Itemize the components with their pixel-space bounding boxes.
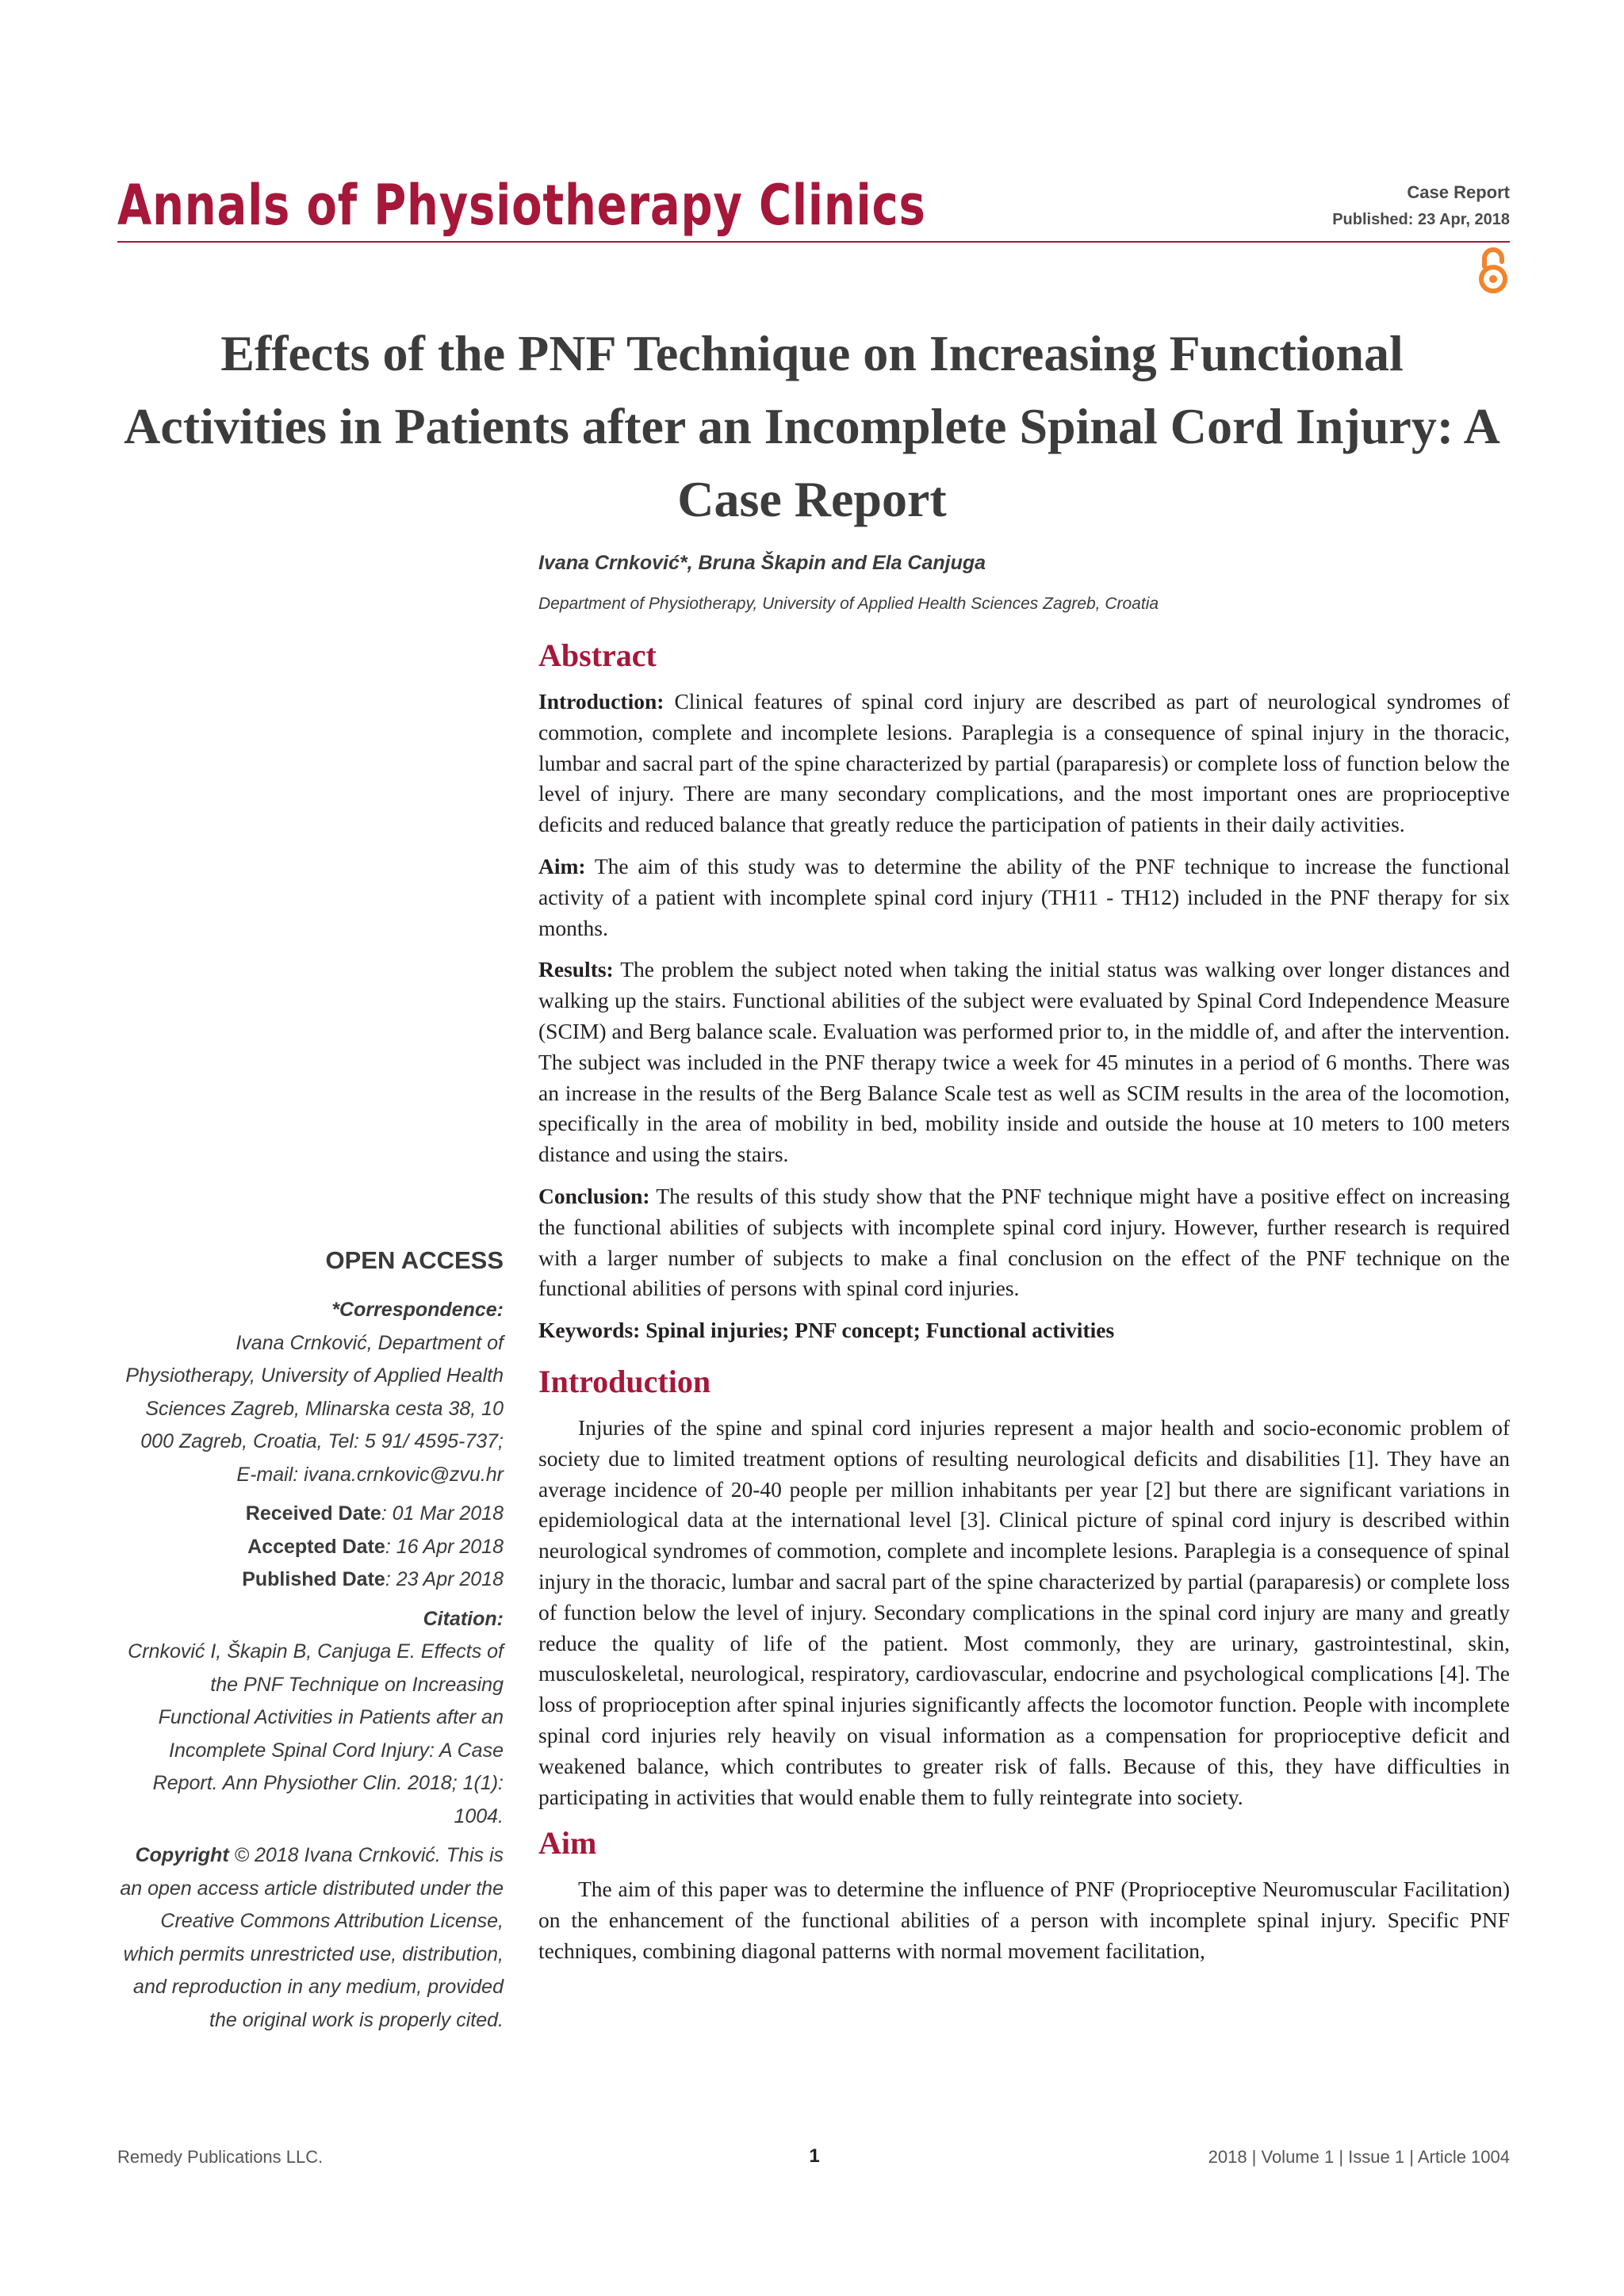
header-divider — [117, 241, 1510, 243]
copyright-text: © 2018 Ivana Crnković. This is an open access article distributed under the Creative Commons Attribution License, which permits unrestricted use, distribution, and reproduction in any medium, provided the original work is properly cited. — [120, 1844, 504, 2031]
keywords: Keywords: Spinal injuries; PNF concept; Functional activities — [538, 1318, 1115, 1343]
article-title: Effects of the PNF Technique on Increasing Functional Activities in Patients after an Incomplete Spinal Cord Injury: A Case Report — [124, 325, 1500, 527]
affiliation: Department of Physiotherapy, University of Applied Health Sciences Zagreb, Croatia — [538, 595, 1159, 613]
abstract-conclusion — [538, 1181, 1510, 1304]
correspondence-label: *Correspondence: — [331, 1299, 504, 1321]
received-date — [115, 1498, 504, 1531]
aim-heading: Aim — [538, 1825, 597, 1862]
abstract-results-text: The problem the subject noted when taking the initial status was walking over longer distances and walking up the stairs. Functional abilities of the subject were evaluated by Spinal Cord Independence Measure (SCIM) and Berg balance scale. Evaluation was performed prior to, in the middle of, and after the intervention. The subject was included in the PNF therapy twice a week for 45 minutes in a period of 6 months. There was an increase in the results of the Berg Balance Scale test as well as SCIM results in the area of the locomotion, specifically in the area of mobility in bed, mobility inside and outside the house at 10 meters to 100 meters distance and using the stairs. — [538, 957, 1510, 1167]
abstract-aim — [538, 851, 1510, 943]
article-info-sidebar — [115, 1245, 504, 2037]
abstract-introduction-label: Introduction: — [538, 689, 665, 714]
introduction-body: Injuries of the spine and spinal cord injuries represent a major health and socio-economic problem of society due to limited treatment options of resulting neurological deficits and disabilities [1]. They have an average incidence of 20-40 people per million inhabitants per year [2] but there are significant variations in epidemiological data at the international level [3]. Clinical picture of spinal cord injury is described within neurological syndromes of commotion, complete and incomplete lesions. Paraplegia is a consequence of spinal injury in the thoracic, lumbar and sacral part of the spine characterized by partial (paraparesis) or complete loss of function below the level of injury. Secondary complications in the spinal cord injury are many and greatly reduce the quality of life of the patient. Most commonly, they are urinary, gastrointestinal, skin, musculoskeletal, neurological, respiratory, cardiovascular, endocrine and psychological complications [4]. The loss of proprioception after spinal injuries significantly affects the locomotor function. People with incomplete spinal cord injuries rely heavily on visual information as a compensation for proprioceptive deficit and weakened balance, which contributes to greater risk of falls. Because of this, they have difficulties in participating in activities that would enable them to fully reintegrate into society. — [538, 1414, 1510, 1809]
footer-page-number: 1 — [809, 2145, 820, 2167]
main-column — [538, 636, 1510, 1978]
footer-volume-info: 2018 | Volume 1 | Issue 1 | Article 1004 — [1208, 2147, 1510, 2167]
journal-title[interactable]: Annals of Physiotherapy Clinics — [117, 173, 926, 238]
published-date — [115, 1563, 504, 1597]
citation-label: Citation: — [423, 1607, 504, 1630]
accepted-date-label: Accepted Date — [247, 1535, 385, 1558]
open-access-lock-icon[interactable] — [1477, 246, 1510, 295]
published-date-header: Published: 23 Apr, 2018 — [1332, 211, 1510, 228]
accepted-date — [115, 1531, 504, 1564]
abstract-results — [538, 955, 1510, 1170]
published-date-label: Published Date — [242, 1568, 385, 1590]
open-access-label: OPEN ACCESS — [325, 1246, 504, 1274]
abstract-results-label: Results: — [538, 957, 614, 982]
author-list: Ivana Crnković*, Bruna Škapin and Ela Canjuga — [538, 552, 986, 574]
received-date-value: : 01 Mar 2018 — [381, 1502, 504, 1525]
footer-publisher: Remedy Publications LLC. — [117, 2147, 324, 2167]
abstract-introduction-text: Clinical features of spinal cord injury are described as part of neurological syndromes of commotion, complete and incomplete lesions. Paraplegia is a consequence of spinal injury in the thoracic, lumbar and sacral part of the spine characterized by partial (paraparesis) or complete loss of function below the level of injury. There are many secondary complications, and the most important ones are proprioceptive deficits and reduced balance that greatly reduce the participation of patients in their daily activities. — [538, 689, 1510, 837]
abstract-conclusion-text: The results of this study show that the PNF technique might have a positive effect on increasing the functional abilities of subjects with incomplete spinal cord injury. However, further research is required with a larger number of subjects to make a final conclusion on the effect of the PNF technique on the functional abilities of persons with spinal cord injuries. — [538, 1183, 1510, 1301]
received-date-label: Received Date — [245, 1502, 381, 1525]
copyright-notice — [115, 1839, 504, 2037]
abstract-conclusion-label: Conclusion: — [538, 1183, 650, 1208]
copyright-label: Copyright — [135, 1844, 229, 1866]
aim-body: The aim of this paper was to determine the influence of PNF (Proprioceptive Neuromuscular Facilitation) on the enhancement of the functional abilities of a person with incomplete spinal injury. Specific PNF techniques, combining diagonal patterns with normal movement facilitation, — [538, 1877, 1510, 1963]
correspondence-text: Ivana Crnković, Department of Physiotherapy, University of Applied Health Sciences Zagreb, Mlinarska cesta 38, 10 000 Zagreb, Croatia, Tel: 5 91/ 4595-737; — [125, 1331, 504, 1452]
citation-text: Crnković I, Škapin B, Canjuga E. Effects of the PNF Technique on Increasing Functional Activities in Patients after an Incomplete Spinal Cord Injury: A Case Report. Ann Physiother Clin. 2018; 1(1): 1004. — [128, 1640, 504, 1827]
correspondence-email[interactable]: E-mail: ivana.crnkovic@zvu.hr — [236, 1463, 504, 1486]
abstract-heading: Abstract — [538, 637, 657, 673]
introduction-heading: Introduction — [538, 1363, 711, 1399]
abstract-aim-label: Aim: — [538, 853, 586, 878]
abstract-introduction — [538, 687, 1510, 840]
published-date-value: : 23 Apr 2018 — [385, 1568, 504, 1590]
abstract-aim-text: The aim of this study was to determine the ability of the PNF technique to increase the functional activity of a patient with incomplete spinal cord injury (TH11 - TH12) included in the PNF therapy for six months. — [538, 853, 1510, 940]
article-type: Case Report — [1407, 182, 1510, 202]
accepted-date-value: : 16 Apr 2018 — [385, 1535, 504, 1558]
